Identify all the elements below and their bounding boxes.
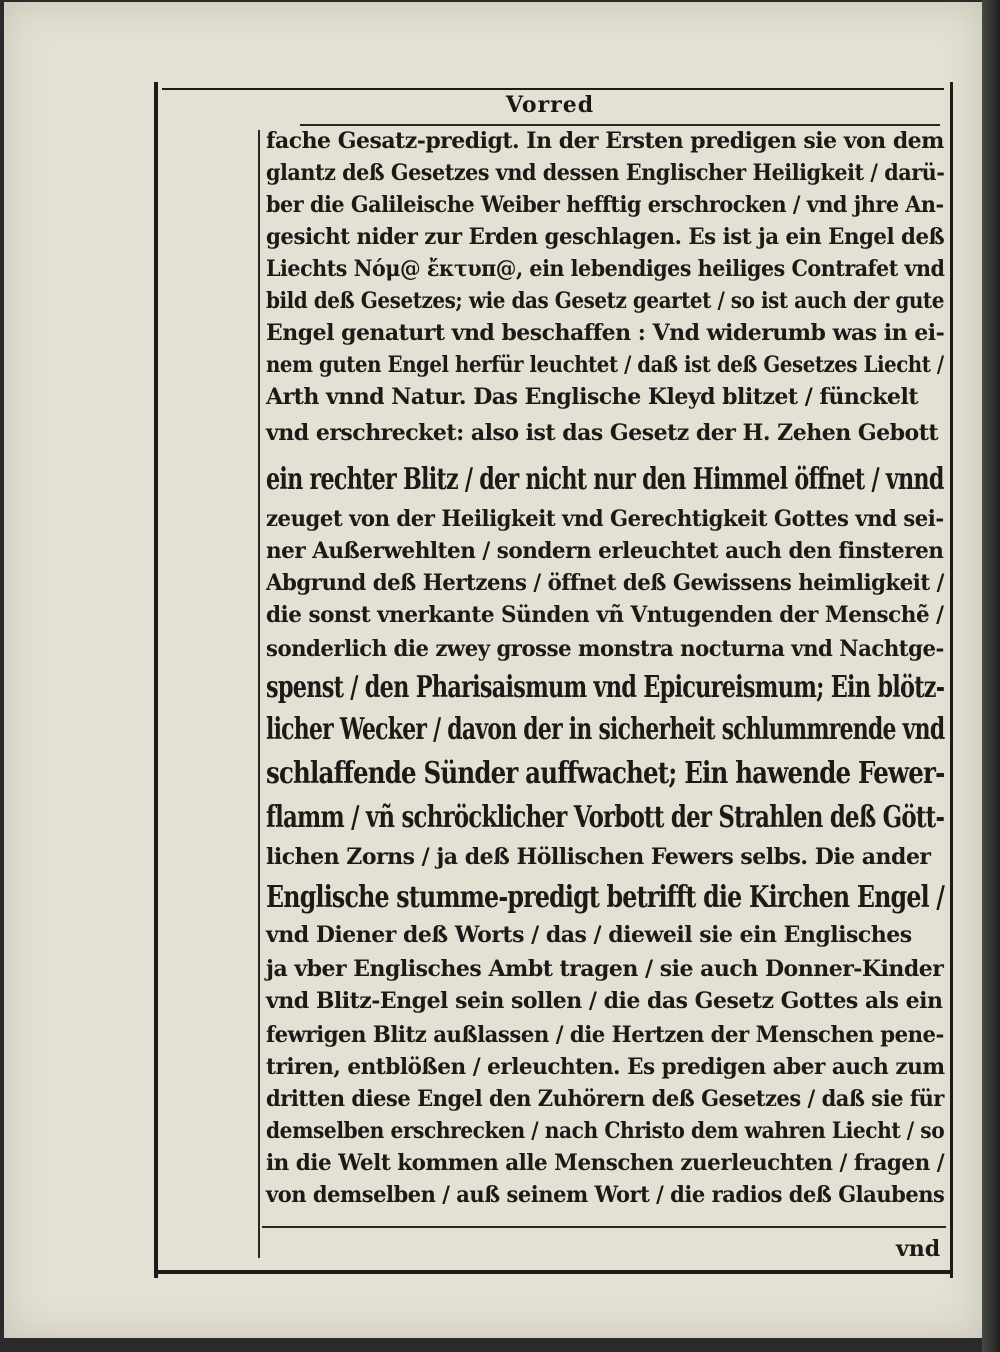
- catchword: vnd: [896, 1236, 941, 1262]
- text-line: fache Gesatz-predigt. In der Ersten predigen sie von dem: [266, 128, 944, 154]
- text-line: ner Außerwehlten / sondern erleuchtet auch den finsteren: [266, 538, 944, 564]
- header-rule: [300, 124, 940, 126]
- frame-bottom-rule: [154, 1270, 953, 1274]
- text-line: Englische stumme-predigt betrifft die Kirchen Engel /: [266, 880, 945, 915]
- text-line: vnd Diener deß Worts / das / dieweil sie ein Englisches: [266, 922, 912, 948]
- text-line: glantz deß Gesetzes vnd dessen Englischer Heiligkeit / darü-: [266, 160, 945, 186]
- text-line: licher Wecker / davon der in sicherheit schlummrende vnd: [266, 712, 945, 747]
- text-line: gesicht nider zur Erden geschlagen. Es ist ja ein Engel deß: [266, 224, 945, 250]
- text-margin-rule: [258, 130, 260, 1258]
- text-line: ein rechter Blitz / der nicht nur den Himmel öffnet / vnnd: [266, 462, 944, 497]
- text-line: Arth vnnd Natur. Das Englische Kleyd blitzet / fünckelt: [266, 384, 919, 410]
- text-line: lichen Zorns / ja deß Höllischen Fewers selbs. Die ander: [266, 844, 931, 870]
- text-line: zeuget von der Heiligkeit vnd Gerechtigkeit Gottes vnd sei-: [266, 506, 944, 532]
- text-line: vnd erschrecket: also ist das Gesetz der H. Zehen Gebott: [266, 420, 939, 446]
- frame-left-rule: [154, 82, 158, 1278]
- text-line: nem guten Engel herfür leuchtet / daß ist deß Gesetzes Liecht /: [266, 352, 944, 378]
- text-line: Abgrund deß Hertzens / öffnet deß Gewissens heimligkeit /: [266, 570, 944, 596]
- text-line: sonderlich die zwey grosse monstra nocturna vnd Nachtge-: [266, 636, 944, 662]
- text-line: flamm / vñ schröcklicher Vorbott der Strahlen deß Gött-: [266, 800, 945, 835]
- text-line: spenst / den Pharisaismum vnd Epicureismum; Ein blötz-: [266, 670, 945, 705]
- frame-top-rule: [162, 88, 944, 90]
- text-line: ber die Galileische Weiber hefftig erschrocken / vnd jhre An-: [266, 192, 944, 218]
- text-line: triren, entblößen / erleuchten. Es predigen aber auch zum: [266, 1054, 945, 1080]
- text-line: die sonst vnerkante Sünden vñ Vntugenden der Menschẽ /: [266, 602, 944, 628]
- text-line: ja vber Englisches Ambt tragen / sie auch Donner-Kinder: [266, 956, 944, 982]
- text-line: Engel genaturt vnd beschaffen : Vnd widerumb was in ei-: [266, 320, 945, 346]
- text-line: Liechts Νόμ@ ἔκτυπ@, ein lebendiges heiliges Contrafet vnd: [266, 256, 945, 282]
- text-line: schlaffende Sünder auffwachet; Ein hawende Fewer-: [266, 756, 945, 791]
- frame-right-rule: [950, 82, 953, 1278]
- text-line: von demselben / auß seinem Wort / die radios deß Glaubens: [266, 1182, 945, 1208]
- text-line: demselben erschrecken / nach Christo dem wahren Liecht / so: [266, 1118, 945, 1144]
- running-header: Vorred: [505, 92, 595, 118]
- text-line: dritten diese Engel den Zuhörern deß Gesetzes / daß sie für: [266, 1086, 944, 1112]
- text-line: vnd Blitz-Engel sein sollen / die das Gesetz Gottes als ein: [266, 988, 943, 1014]
- text-line: in die Welt kommen alle Menschen zuerleuchten / fragen /: [266, 1150, 945, 1176]
- book-edge: [982, 0, 1000, 1352]
- footer-rule: [262, 1226, 946, 1228]
- text-line: bild deß Gesetzes; wie das Gesetz geartet / so ist auch der gute: [266, 288, 944, 314]
- text-line: fewrigen Blitz außlassen / die Hertzen der Menschen pene-: [266, 1022, 944, 1048]
